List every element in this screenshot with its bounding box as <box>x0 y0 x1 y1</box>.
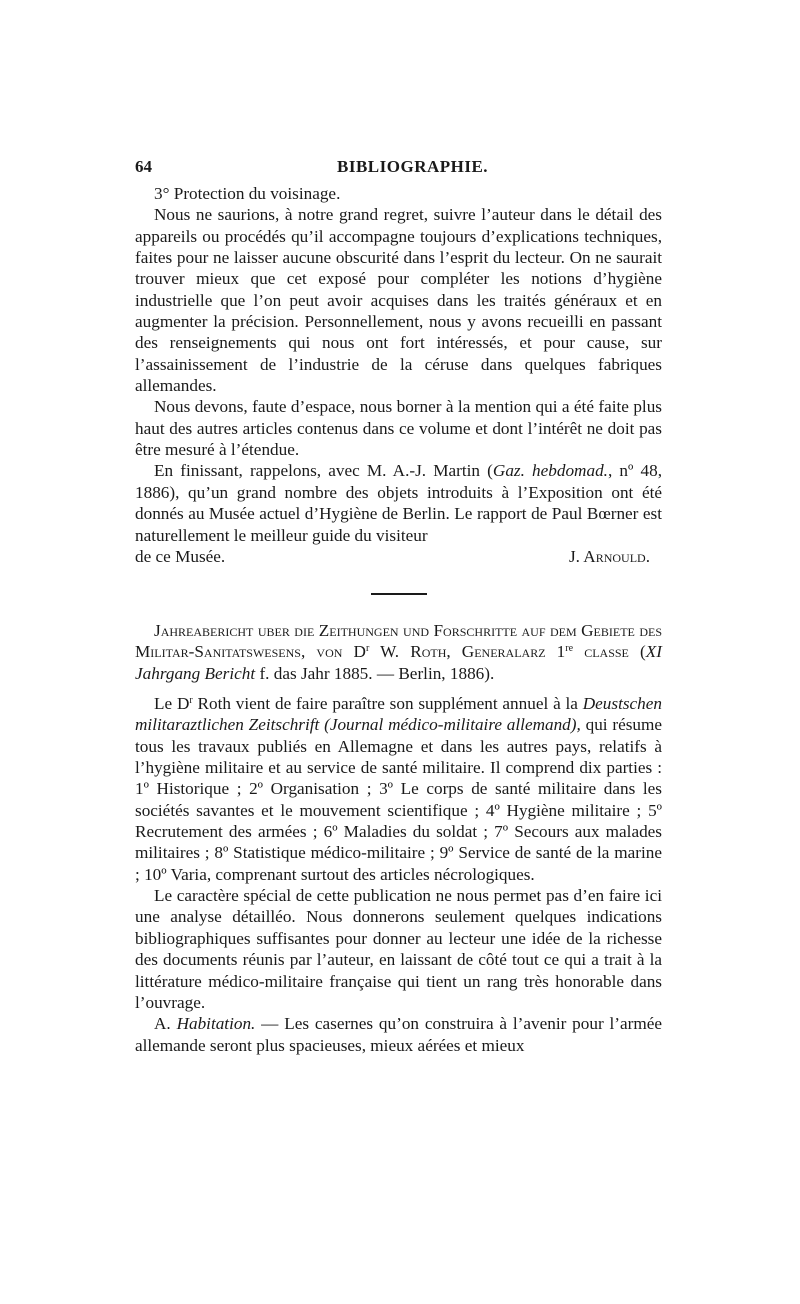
bibliographic-reference: Jahreabericht uber die Zeithungen und Forschritte auf dem Gebiete des Militar-Sanitatswesens, von $D^r$ W. Roth, Generalarz 1re classe (XI Jahrgang Bericht f. das Jahr 1885. — Berlin, 1886). <box>135 621 662 683</box>
paragraph: Nous devons, faute d’espace, nous borner à la mention qui a été faite plus haut des autres articles contenus dans ce volume et dont l’intérêt ne doit pas être mesuré à l’étendue. <box>135 397 662 460</box>
paragraph: Le $D^r$ Roth vient de faire paraître son supplément annuel à la Deustschen militaraztlichen Zeitschrift (Journal médico-militaire allemand), qui résume tous les travaux publiés en Allemagne et dans les autres pays, relatifs à l’hygiène militaire et au service de santé militaire. Il comprend dix parties : 1º Historique ; 2º Organisation ; 3º Le corps de santé militaire dans les sociétés savantes et le mouvement scientifique ; 4º Hygiène militaire ; 5º Recrutement des armées ; 6º Maladies du soldat ; 7º Secours aux malades militaires ; 8º Statistique médico-militaire ; 9º Service de santé de la marine ; 10º Varia, comprenant surtout des articles nécrologiques. <box>135 694 662 884</box>
running-title: BIBLIOGRAPHIE. <box>337 157 489 176</box>
subsection-heading: Habitation. <box>176 1014 256 1034</box>
review-continuation <box>135 183 662 567</box>
section-divider <box>371 593 427 595</box>
review-entry <box>135 620 662 1056</box>
signature-line <box>135 546 662 567</box>
citation: Gaz. hebdomad. <box>492 461 608 481</box>
paragraph: Nous ne saurions, à notre grand regret, suivre l’auteur dans le détail des appareils ou procédés qu’il accompagne toujours d’explications techniques, faites pour ne laisser aucune obscurité dans l’esprit du lecteur. On ne saurait trouver mieux que cet exposé pour compléter les notions d’hygiène industrielle que l’on peut avoir acquises dans les traités généraux et en augmenter la précision. Personnellement, nous y avons recueilli en passant des renseignements qui nous ont fort intéressés, et pour cause, sur l’assainissement de l’industrie de la céruse dans quelques fabriques allemandes. <box>135 205 662 396</box>
author-signature: J. Arnould. <box>568 546 650 566</box>
running-header <box>135 157 662 179</box>
paragraph: En finissant, rappelons, avec M. A.-J. Martin (Gaz. hebdomad., nº 48, 1886), qu’un grand nombre des objets introduits à l’Exposition ont été donnés au Musée actuel d’Hygiène de Berlin. Le rapport de Paul Bœrner est naturellement le meilleur guide du visiteur <box>135 461 662 545</box>
journal-title: Deustschen militaraztlichen Zeitschrift (Journal médico-militaire allemand), <box>135 694 662 735</box>
last-line: de ce Musée. <box>135 546 226 566</box>
paragraph: A. Habitation. — Les casernes qu’on construira à l’avenir pour l’armée allemande seront plus spacieuses, mieux aérées et mieux <box>135 1014 662 1055</box>
paragraph: Le caractère spécial de cette publication ne nous permet pas d’en faire ici une analyse détailléo. Nous donnerons seulement quelques indications bibliographiques suffisantes pour donner au lecteur une idée de la richesse des documents réunis par l’auteur, en laissant de côté tout ce qui a trait à la littérature médico-militaire française qui tient un rang très honorable dans l’ouvrage. <box>135 886 662 1012</box>
protection-item: 3° Protection du voisinage. <box>154 184 341 203</box>
page-number: 64 <box>135 157 152 176</box>
